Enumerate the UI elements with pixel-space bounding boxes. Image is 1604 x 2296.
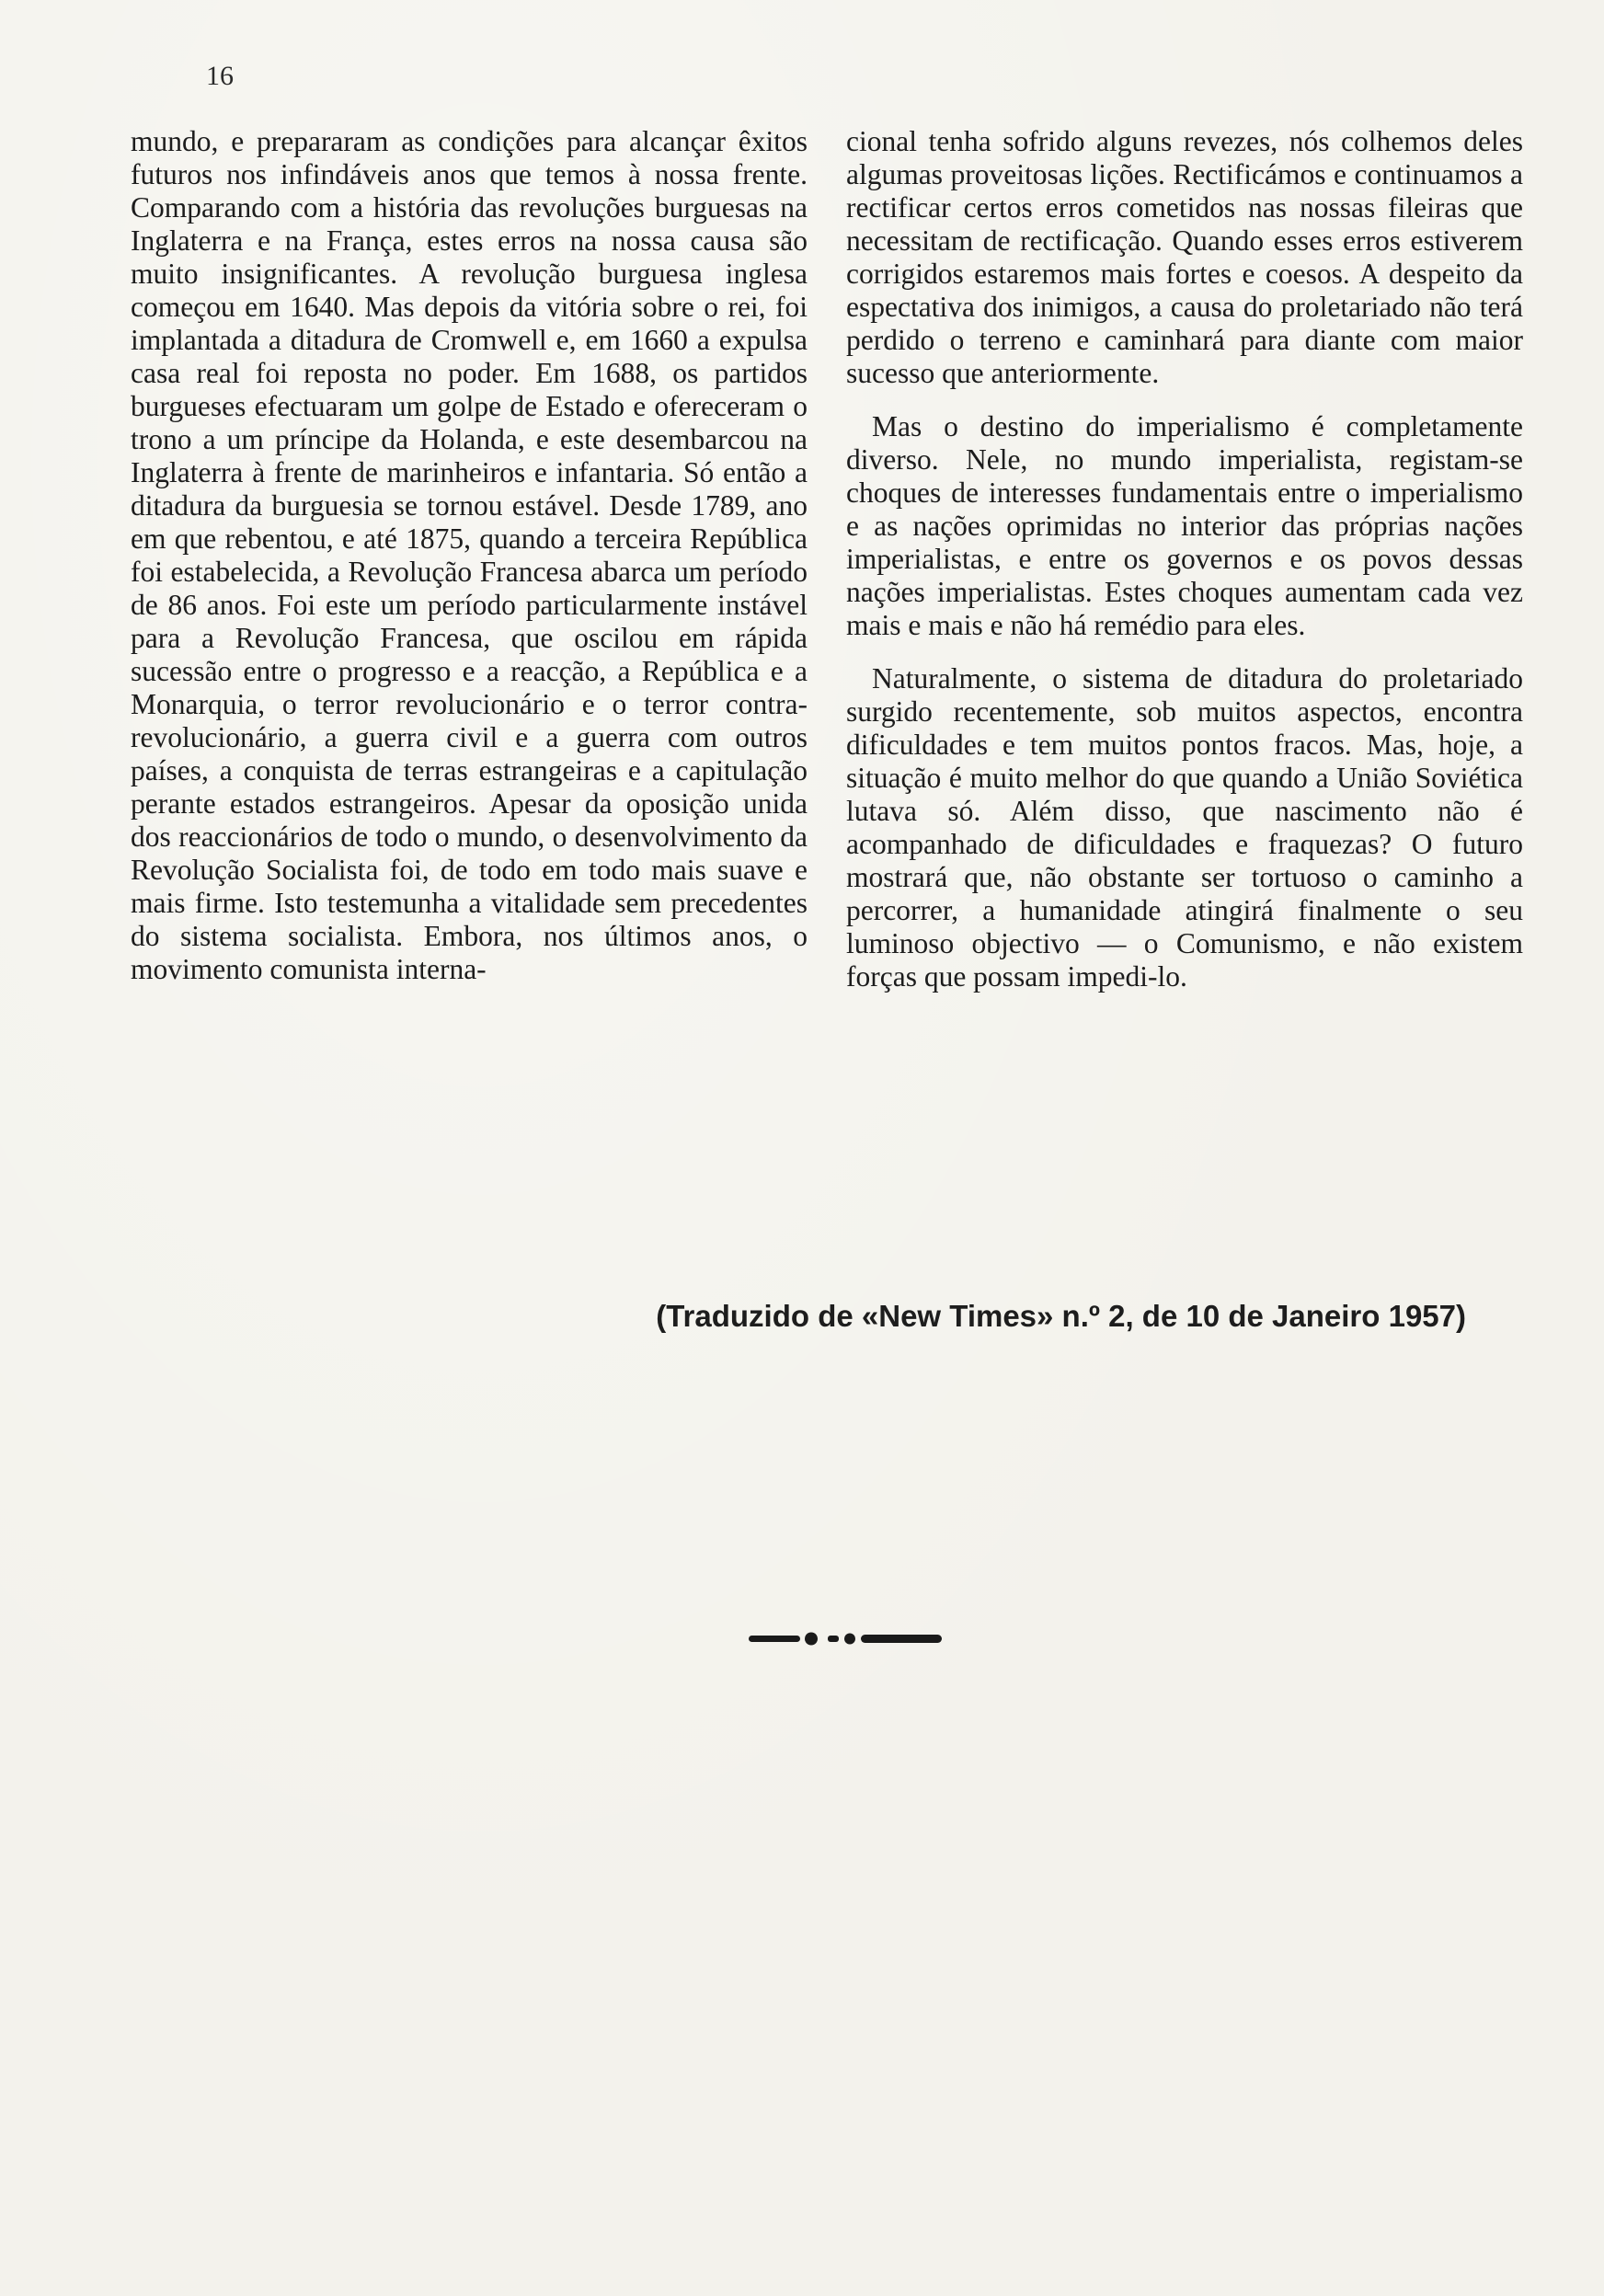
end-of-article-ornament [747,1626,949,1650]
right-paragraph-1: cional tenha sofrido alguns revezes, nós colhemos deles algumas proveitosas lições. Rectificámos e continuamos a rectificar certos erros cometidos nas nossas fileiras que necessitam de rectificação. Quando esses erros estiverem corrigidos estaremos mais fortes e coesos. A despeito da espectativa dos inimigos, a causa do proletariado não terá perdido o terreno e caminhará para diante com maior sucesso que anteriormente. [846,125,1523,389]
paragraph-gap [846,390,1523,410]
right-paragraph-2: Mas o destino do imperialismo é completamente diverso. Nele, no mundo imperialista, registam-se choques de interesses fundamentais entre o imperialismo e as nações oprimidas no interior das próprias nações imperialistas, e entre os governos e os povos dessas nações imperialistas. Estes choques aumentam cada vez mais e mais e não há remédio para eles. [846,410,1523,641]
ornament-dash-left [749,1636,800,1642]
ornament-dot [844,1634,855,1645]
ornament-dash-center [828,1636,839,1642]
ornament-dash-right [861,1635,942,1643]
page-number: 16 [206,61,234,91]
left-column [131,125,808,986]
left-paragraph-1: mundo, e prepararam as condições para alcançar êxitos futuros nos infindáveis anos que temos à nossa frente. Comparando com a história das revoluções burguesas na Inglaterra e na França, estes erros na nossa causa são muito insignificantes. A revolução burguesa inglesa começou em 1640. Mas depois da vitória sobre o rei, foi implantada a ditadura de Cromwell e, em 1660 a expulsa casa real foi reposta no poder. Em 1688, os partidos burgueses efectuaram um golpe de Estado e ofereceram o trono a um príncipe da Holanda, e este desembarcou na Inglaterra à frente de marinheiros e infantaria. Só então a ditadura da burguesia se tornou estável. Desde 1789, ano em que rebentou, e até 1875, quando a terceira República foi estabelecida, a Revolução Francesa abarca um período de 86 anos. Foi este um período particularmente instável para a Revolução Francesa, que oscilou em rápida sucessão entre o progresso e a reacção, a República e a Monarquia, o terror revolucionário e o terror contra-revolucionário, a guerra civil e a guerra com outros países, a conquista de terras estrangeiras e a capitulação perante estados estrangeiros. Apesar da oposição unida dos reaccionários de todo o mundo, o desenvolvimento da Revolução Socialista foi, de todo em todo mais suave e mais firme. Isto testemunha a vitalidade sem precedentes do sistema socialista. Embora, nos últimos anos, o movimento comunista interna- [131,125,808,985]
paragraph-gap [846,642,1523,662]
source-note: (Traduzido de «New Times» n.º 2, de 10 de Janeiro 1957) [656,1299,1466,1333]
right-paragraph-3: Naturalmente, o sistema de ditadura do proletariado surgido recentemente, sob muitos aspectos, encontra dificuldades e tem muitos pontos fracos. Mas, hoje, a situação é muito melhor do que quando a União Soviética lutava só. Além disso, que nascimento não é acompanhado de dificuldades e fraquezas? O futuro mostrará que, não obstante ser tortuoso o caminho a percorrer, a humanidade atingirá finalmente o seu luminoso objectivo — o Comunismo, e não existem forças que possam impedi-lo. [846,662,1523,993]
right-column [846,125,1523,993]
ornament-dot [805,1633,818,1646]
